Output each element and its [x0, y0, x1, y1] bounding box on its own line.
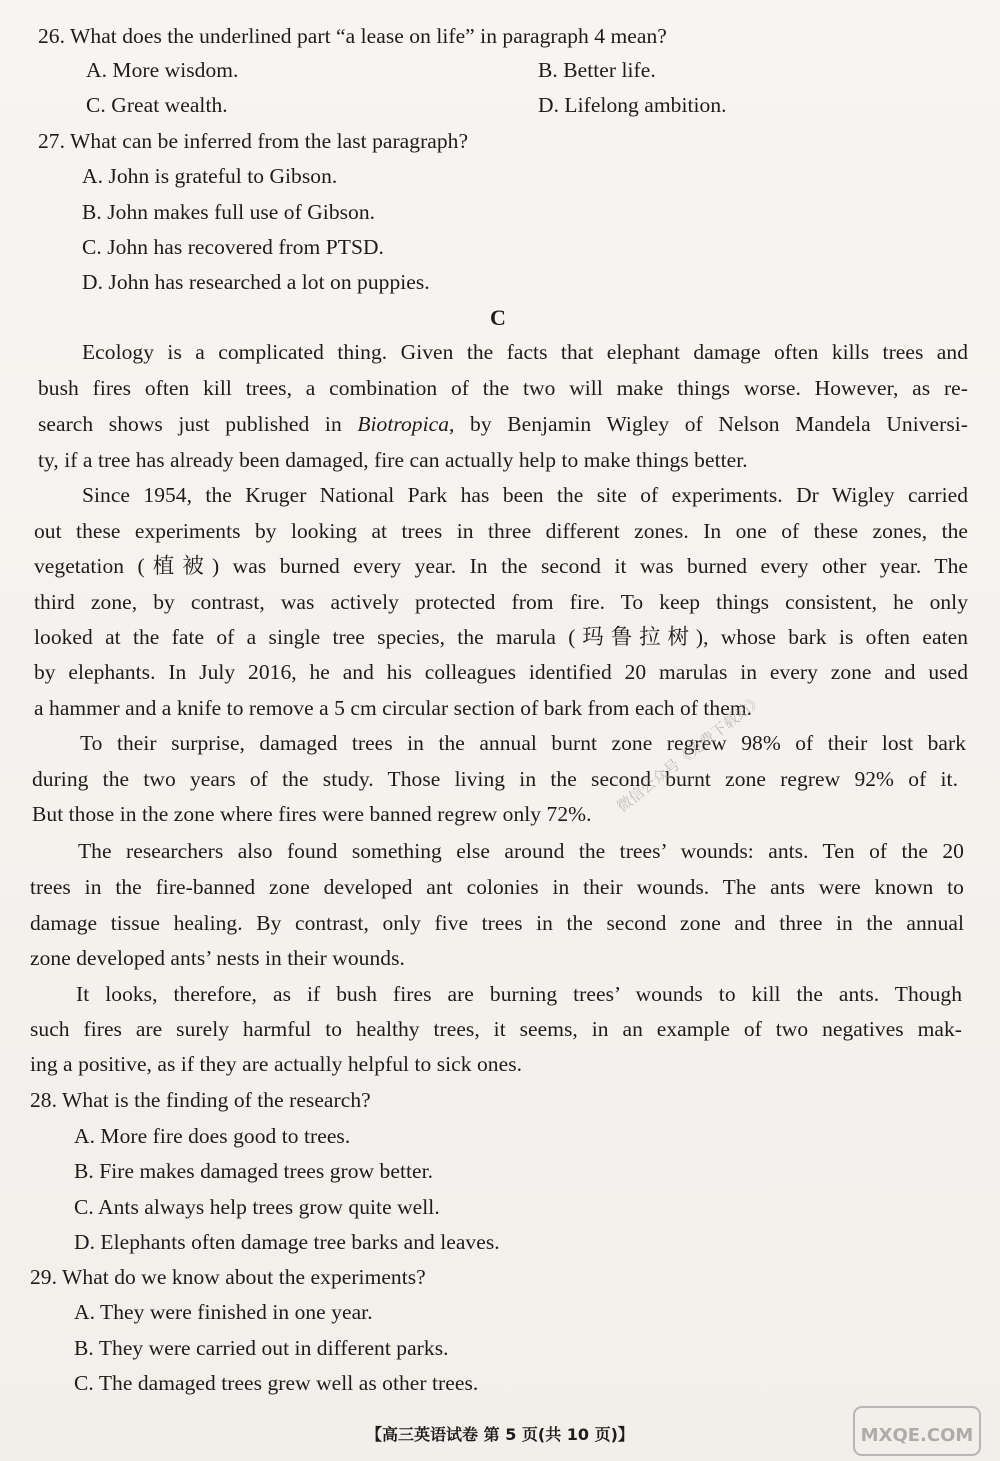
q28-option-c: C. Ants always help trees grow quite well. — [74, 1195, 440, 1219]
q29-option-c: C. The damaged trees grew well as other trees. — [74, 1371, 479, 1395]
q26-option-d: D. Lifelong ambition. — [538, 93, 727, 117]
q29-stem: 29. What do we know about the experiments? — [30, 1265, 426, 1289]
p2-line-2: out these experiments by looking at trees in three different zones. In one of these zones, the — [34, 519, 968, 543]
p3-line-3: But those in the zone where fires were banned regrew only 72%. — [32, 802, 592, 826]
p1-line-1: Ecology is a complicated thing. Given the facts that elephant damage often kills trees and — [82, 340, 968, 364]
q27-option-b: B. John makes full use of Gibson. — [82, 200, 376, 224]
p1-line-4: ty, if a tree has already been damaged, fire can actually help to make things better. — [38, 448, 748, 472]
q26-option-c: C. Great wealth. — [86, 93, 228, 117]
q28-option-a: A. More fire does good to trees. — [74, 1124, 351, 1148]
q26-option-b: B. Better life. — [538, 58, 656, 82]
q27-stem: 27. What can be inferred from the last paragraph? — [38, 129, 469, 153]
q26-option-a: A. More wisdom. — [86, 58, 239, 82]
p2-line-4: third zone, by contrast, was actively protected from fire. To keep things consistent, he only — [34, 590, 968, 614]
q29-option-a: A. They were finished in one year. — [74, 1300, 373, 1324]
page-footer: 【高三英语试卷 第 5 页(共 10 页)】 — [366, 1425, 634, 1444]
p3-line-1: To their surprise, damaged trees in the annual burnt zone regrew 98% of their lost bark — [80, 731, 966, 755]
q26-stem: 26. What does the underlined part “a lease on life” in paragraph 4 mean? — [38, 24, 667, 48]
p4-line-2: trees in the fire-banned zone developed ant colonies in their wounds. The ants were known to — [30, 875, 964, 899]
p2-line-7: a hammer and a knife to remove a 5 cm circular section of bark from each of them. — [34, 696, 753, 720]
p2-line-1: Since 1954, the Kruger National Park has been the site of experiments. Dr Wigley carried — [82, 483, 968, 507]
p5-line-1: It looks, therefore, as if bush fires are burning trees’ wounds to kill the ants. Though — [76, 982, 962, 1006]
q28-stem: 28. What is the finding of the research? — [30, 1088, 371, 1112]
p3-line-2: during the two years of the study. Those living in the second burnt zone regrew 92% of it. — [32, 767, 958, 791]
section-heading: C — [490, 305, 506, 330]
p4-line-4: zone developed ants’ nests in their wounds. — [30, 946, 405, 970]
p4-line-3: damage tissue healing. By contrast, only five trees in the second zone and three in the annual — [30, 911, 964, 935]
p4-line-1: The researchers also found something else around the trees’ wounds: ants. Ten of the 20 — [78, 839, 964, 863]
q28-option-b: B. Fire makes damaged trees grow better. — [74, 1159, 434, 1183]
site-logo-watermark — [852, 1405, 982, 1457]
p1-line-3: search shows just published in Biotropica, by Benjamin Wigley of Nelson Mandela Universi- — [38, 412, 968, 436]
q27-option-a: A. John is grateful to Gibson. — [82, 164, 338, 188]
q27-option-c: C. John has recovered from PTSD. — [82, 235, 384, 259]
p2-line-5: looked at the fate of a single tree species, the marula (玛鲁拉树), whose bark is often eaten — [34, 625, 968, 649]
p5-line-3: ing a positive, as if they are actually helpful to sick ones. — [30, 1052, 523, 1076]
site-logo-text: MXQE.COM — [860, 1425, 974, 1446]
q27-option-d: D. John has researched a lot on puppies. — [82, 270, 430, 294]
p5-line-2: such fires are surely harmful to healthy trees, it seems, in an example of two negatives mak- — [30, 1017, 962, 1041]
q29-option-b: B. They were carried out in different parks. — [74, 1336, 449, 1360]
p2-line-3: vegetation (植被) was burned every year. In the second it was burned every other year. The — [34, 554, 968, 578]
p2-line-6: by elephants. In July 2016, he and his colleagues identified 20 marulas in every zone and used — [34, 660, 968, 684]
p1-line-2: bush fires often kill trees, a combination of the two will make things worse. However, as re- — [38, 376, 968, 400]
diagonal-watermark: 微信公众号《免费下载站》 — [613, 690, 767, 816]
q28-option-d: D. Elephants often damage tree barks and leaves. — [74, 1230, 500, 1254]
